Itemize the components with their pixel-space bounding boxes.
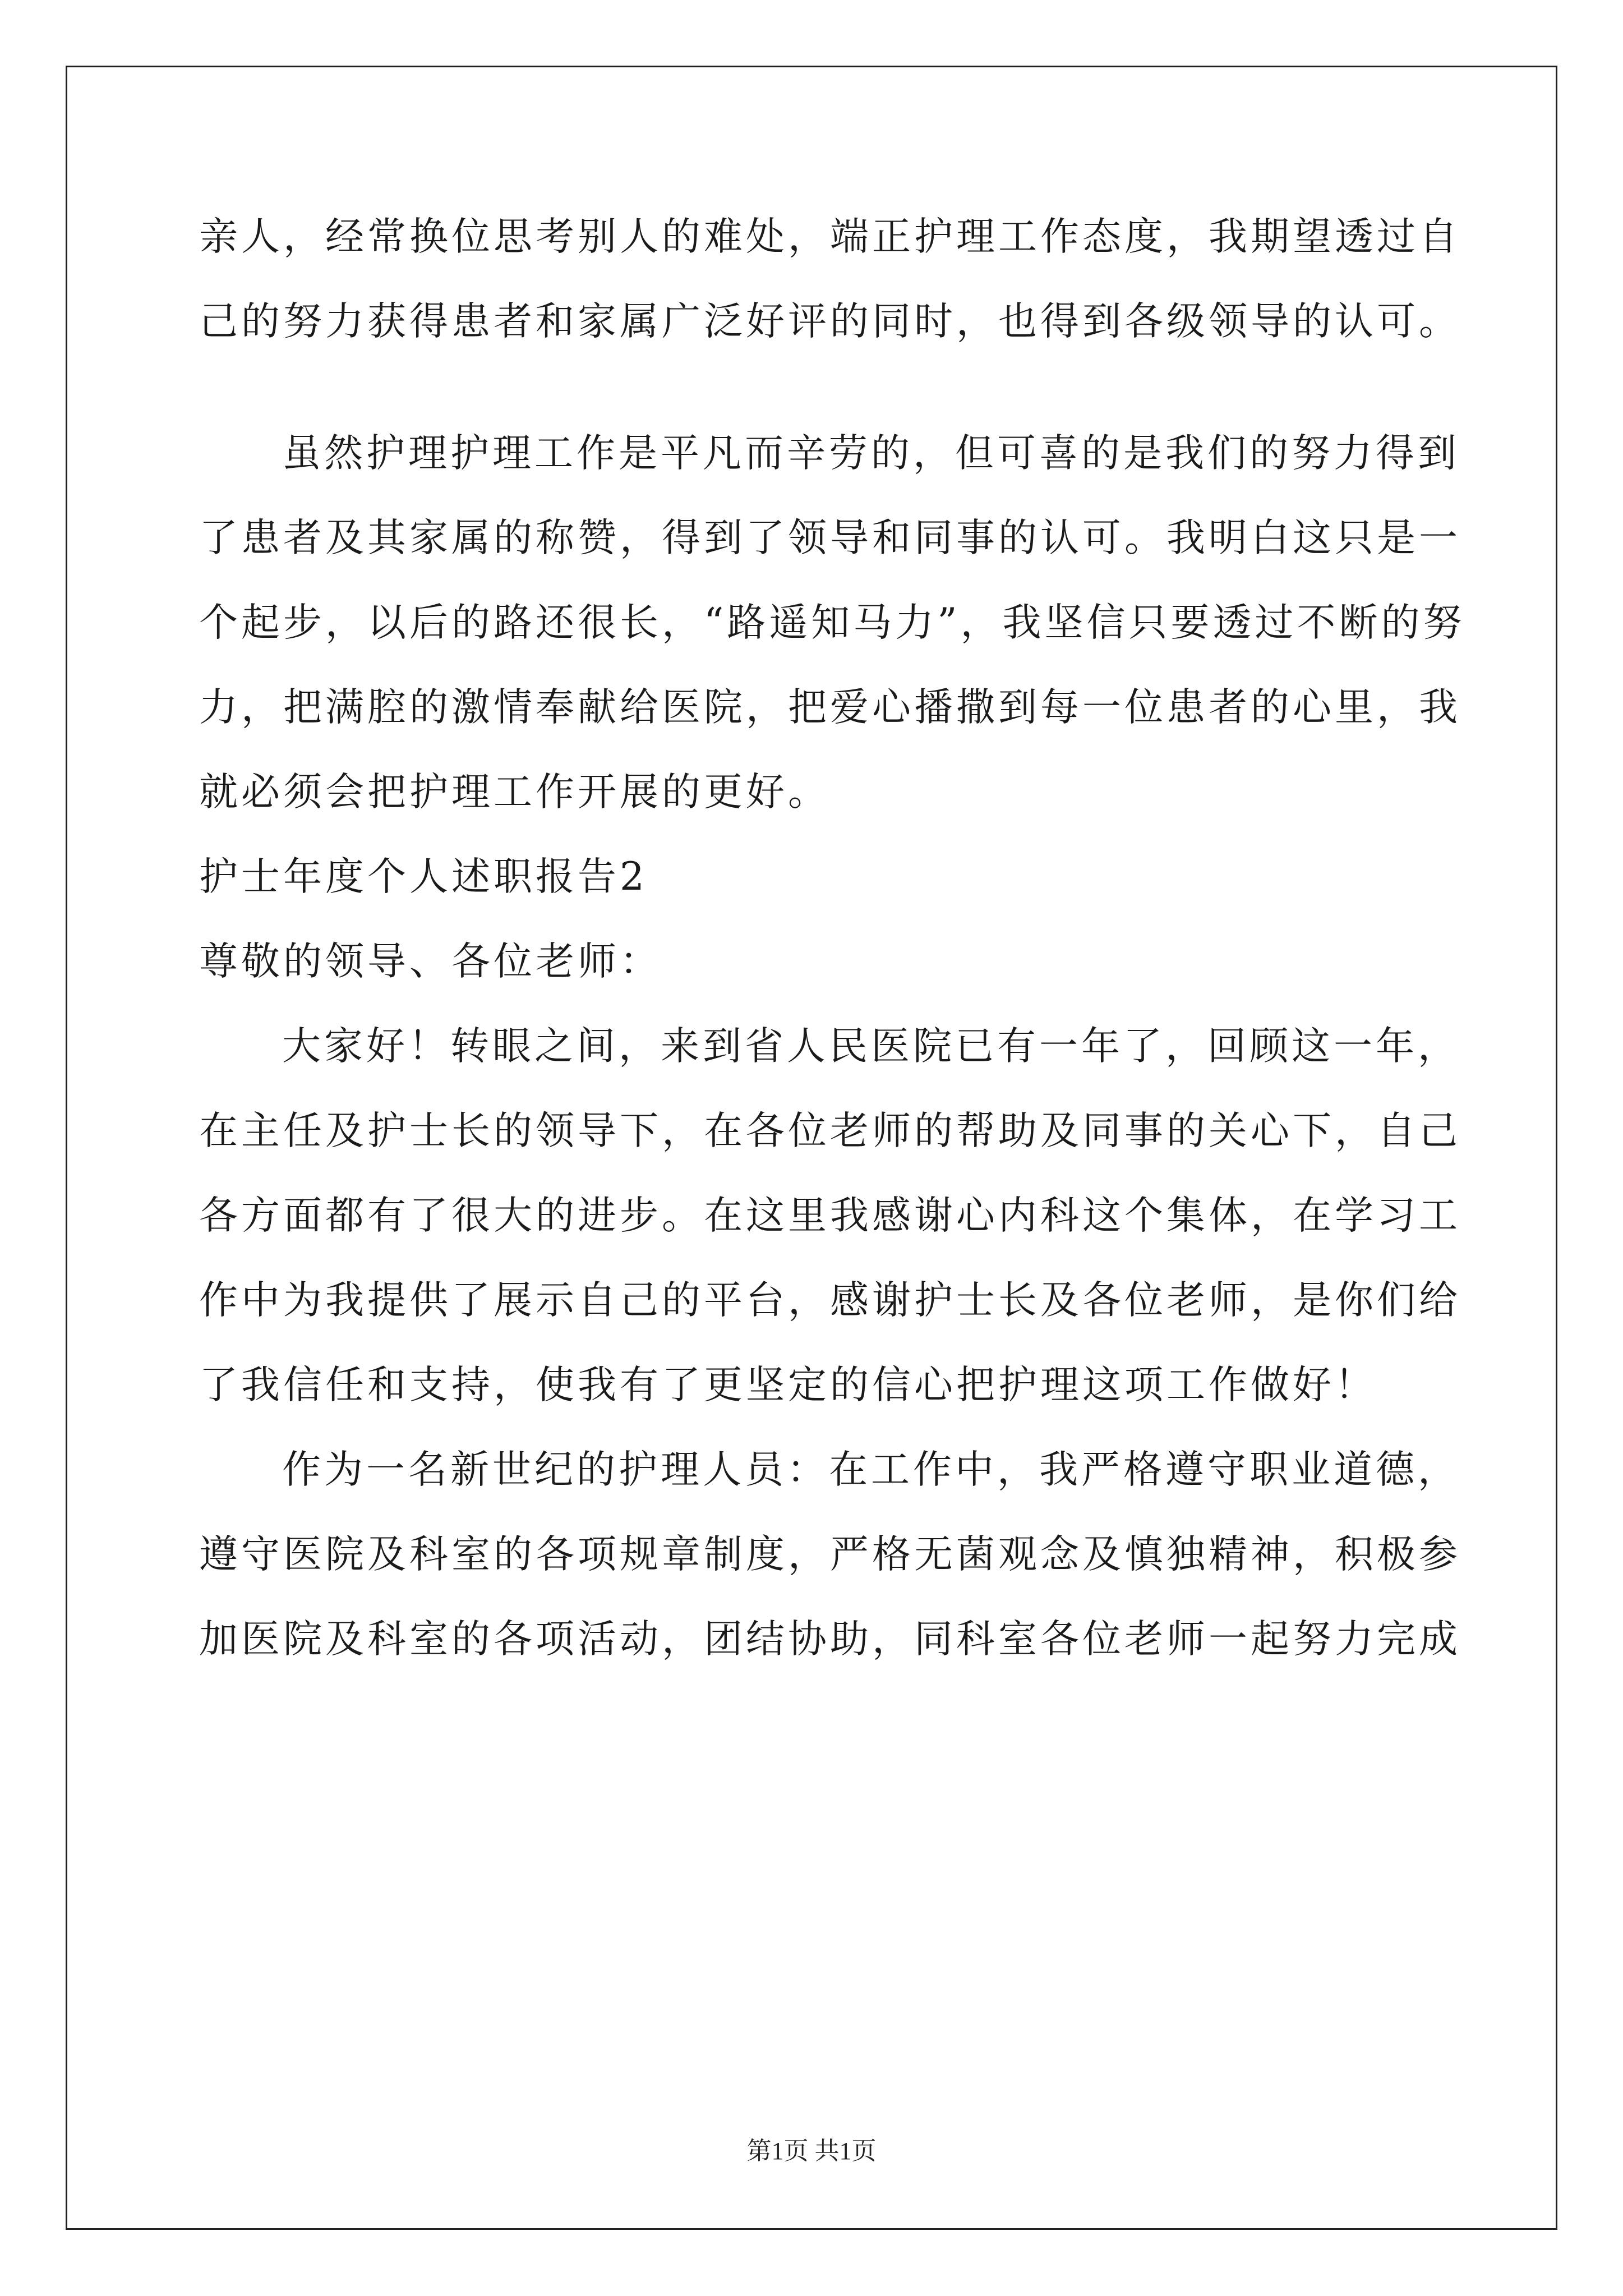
paragraph-start-line: 虽然护理护理工作是平凡而辛劳的，但可喜的是我们的努力得到 [282, 431, 1460, 476]
body-line: 加医院及科室的各项活动，团结协助，同科室各位老师一起努力完成 [199, 1617, 1461, 1662]
paragraph-start-line: 大家好！转眼之间，来到省人民医院已有一年了，回顾这一年， [282, 1024, 1460, 1069]
salutation: 尊敬的领导、各位老师： [199, 939, 662, 984]
body-line: 个起步，以后的路还很长，“路遥知马力”，我坚信只要透过不断的努 [199, 600, 1465, 645]
body-line: 了患者及其家属的称赞，得到了领导和同事的认可。我明白这只是一 [199, 516, 1461, 560]
body-line: 亲人，经常换位思考别人的难处，端正护理工作态度，我期望透过自 [199, 214, 1461, 259]
body-line: 了我信任和支持，使我有了更坚定的信心把护理这项工作做好！ [199, 1363, 1377, 1407]
body-line: 就必须会把护理工作开展的更好。 [199, 770, 830, 815]
body-line: 遵守医院及科室的各项规章制度，严格无菌观念及慎独精神，积极参 [199, 1532, 1461, 1577]
page-number-footer: 第1页 共1页 [746, 2137, 877, 2165]
body-line: 作中为我提供了展示自己的平台，感谢护士长及各位老师，是你们给 [199, 1278, 1461, 1323]
body-line: 力，把满腔的激情奉献给医院，把爱心播撒到每一位患者的心里，我 [199, 685, 1461, 730]
body-line: 在主任及护士长的领导下，在各位老师的帮助及同事的关心下，自己 [199, 1108, 1461, 1153]
paragraph-start-line: 作为一名新世纪的护理人员：在工作中，我严格遵守职业道德， [282, 1447, 1460, 1492]
body-line: 各方面都有了很大的进步。在这里我感谢心内科这个集体，在学习工 [199, 1193, 1461, 1238]
body-line: 己的努力获得患者和家属广泛好评的同时，也得到各级领导的认可。 [199, 299, 1461, 344]
section-heading: 护士年度个人述职报告2 [199, 854, 648, 899]
